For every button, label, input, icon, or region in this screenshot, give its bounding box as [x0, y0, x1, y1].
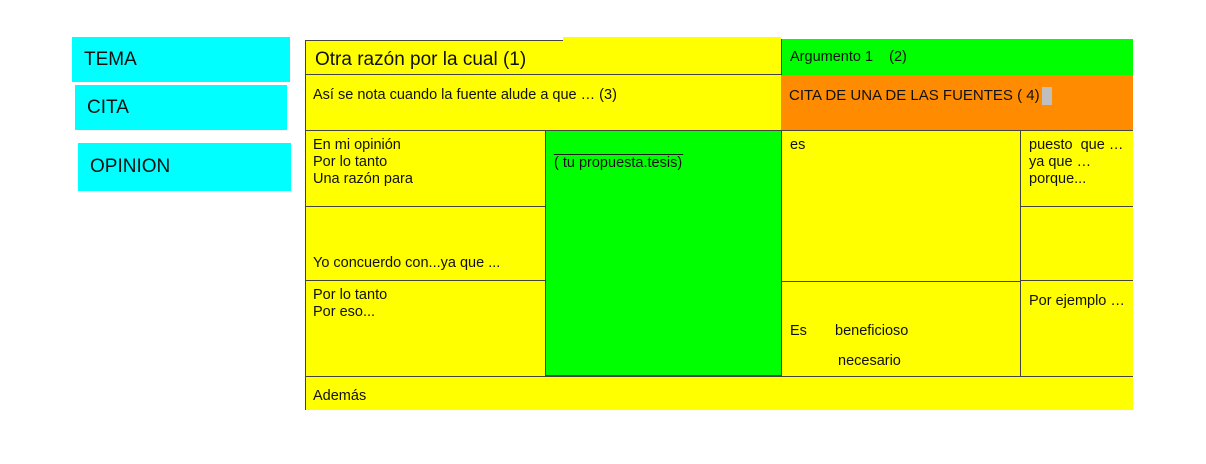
- cita-fuentes-text: CITA DE UNA DE LAS FUENTES ( 4): [789, 87, 1040, 104]
- cita-fuentes-cell: [781, 75, 1133, 130]
- argumento-text: Argumento 1 (2): [790, 49, 907, 65]
- text-cursor-icon: [1042, 87, 1052, 105]
- grid-left-border: [305, 40, 306, 410]
- opinion-line-1: En mi opinión: [313, 137, 401, 153]
- opinion-line-2: Por lo tanto: [313, 154, 388, 170]
- opinion-label: [78, 143, 291, 191]
- tema-label: [72, 37, 290, 82]
- concuerdo-cell: [305, 207, 545, 281]
- por-ejemplo-text: Por ejemplo …: [1029, 293, 1125, 309]
- conector-2: ya que …: [1029, 154, 1092, 170]
- es-text: es: [790, 137, 806, 153]
- cita-label-text: CITA: [87, 96, 129, 118]
- argument-grid: [305, 37, 1133, 410]
- opinion-cell: [305, 130, 545, 207]
- conectores-cell: [1021, 130, 1133, 207]
- concuerdo-text: Yo concuerdo con...ya que ...: [313, 255, 501, 271]
- cita-label: [75, 85, 287, 130]
- asi-se-nota-cell: [305, 75, 781, 130]
- beneficioso-cell: [782, 281, 1021, 376]
- ademas-cell: [305, 376, 1133, 410]
- conectores-empty-cell: [1021, 207, 1133, 281]
- propuesta-cell: [545, 130, 782, 376]
- otra-razon-cell: [305, 40, 781, 75]
- propuesta-text: ( tu propuesta.tesis): [554, 155, 683, 171]
- beneficioso-text: beneficioso: [835, 323, 909, 339]
- conector-3: porque...: [1029, 171, 1087, 187]
- otra-razon-top-extension: [563, 37, 781, 41]
- por-lo-tanto-cell: [305, 281, 545, 376]
- es-label: Es: [790, 323, 807, 339]
- tema-label-text: TEMA: [84, 48, 137, 70]
- es-cell: [782, 130, 1021, 281]
- asi-se-nota-text: Así se nota cuando la fuente alude a que … (3): [313, 87, 617, 103]
- por-lo-tanto-line-1: Por lo tanto: [313, 287, 388, 303]
- opinion-line-3: Una razón para: [313, 171, 413, 187]
- ademas-text: Además: [313, 388, 367, 404]
- argumento-cell: [781, 39, 1133, 75]
- propuesta-blank-line: ________________: [554, 140, 684, 156]
- conector-1: puesto que …: [1029, 137, 1124, 153]
- opinion-label-text: OPINION: [90, 156, 171, 177]
- otra-razon-text: Otra razón por la cual (1): [315, 49, 527, 70]
- por-ejemplo-cell: [1021, 281, 1133, 376]
- por-lo-tanto-line-2: Por eso...: [313, 304, 376, 320]
- necesario-text: necesario: [838, 353, 901, 369]
